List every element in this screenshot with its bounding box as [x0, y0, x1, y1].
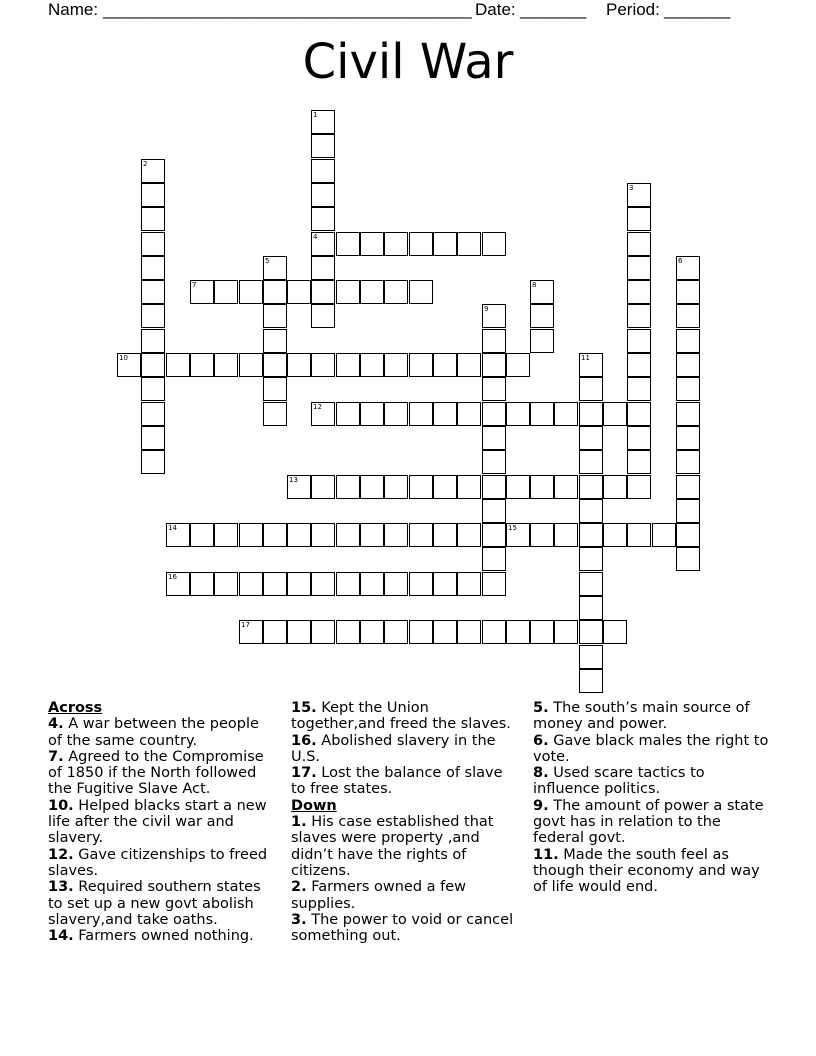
grid-cell[interactable]	[433, 475, 457, 499]
grid-cell[interactable]	[336, 572, 360, 596]
grid-cell[interactable]	[676, 280, 700, 304]
grid-cell[interactable]	[627, 207, 651, 231]
grid-cell[interactable]	[311, 207, 335, 231]
grid-cell[interactable]	[530, 475, 554, 499]
clue-number: 14	[168, 524, 177, 532]
clue-text: Required southern states to set up a new govt abolish slavery,and take oaths.	[48, 879, 261, 928]
clue-number: 16.	[291, 732, 317, 749]
grid-cell[interactable]	[336, 523, 360, 547]
grid-cell[interactable]	[409, 402, 433, 426]
grid-cell[interactable]	[409, 572, 433, 596]
grid-cell[interactable]	[409, 620, 433, 644]
grid-cell[interactable]	[457, 620, 481, 644]
grid-cell[interactable]	[603, 402, 627, 426]
grid-cell[interactable]	[627, 256, 651, 280]
grid-cell[interactable]	[117, 353, 141, 377]
grid-cell[interactable]	[676, 475, 700, 499]
grid-cell[interactable]	[141, 304, 165, 328]
grid-cell[interactable]	[311, 183, 335, 207]
grid-cell[interactable]	[311, 256, 335, 280]
grid-cell[interactable]	[360, 402, 384, 426]
grid-cell[interactable]	[554, 523, 578, 547]
grid-cell[interactable]	[141, 207, 165, 231]
grid-cell[interactable]	[506, 353, 530, 377]
grid-cell[interactable]	[384, 280, 408, 304]
clue-text: The power to void or cancel something out.	[291, 911, 514, 945]
grid-cell[interactable]	[311, 402, 335, 426]
grid-cell[interactable]	[482, 523, 506, 547]
grid-cell[interactable]	[482, 499, 506, 523]
grid-cell[interactable]	[384, 402, 408, 426]
grid-cell[interactable]	[676, 304, 700, 328]
clue-text: Farmers owned nothing.	[73, 928, 254, 945]
grid-cell[interactable]	[384, 475, 408, 499]
grid-cell[interactable]	[627, 475, 651, 499]
grid-cell[interactable]	[166, 523, 190, 547]
clues-column-3	[533, 700, 771, 896]
grid-cell[interactable]	[530, 402, 554, 426]
clue-number: 3	[629, 184, 634, 192]
grid-cell[interactable]	[336, 353, 360, 377]
grid-cell[interactable]	[214, 280, 238, 304]
grid-cell[interactable]	[384, 353, 408, 377]
grid-cell[interactable]	[554, 402, 578, 426]
grid-cell[interactable]	[530, 304, 554, 328]
grid-cell[interactable]	[676, 402, 700, 426]
grid-cell[interactable]	[554, 475, 578, 499]
grid-cell[interactable]	[409, 232, 433, 256]
across-heading: Across	[48, 700, 103, 716]
grid-cell[interactable]	[676, 523, 700, 547]
grid-cell[interactable]	[141, 159, 165, 183]
grid-cell[interactable]	[141, 426, 165, 450]
clues-column-2	[291, 700, 519, 944]
clue-number: 6	[678, 257, 683, 265]
grid-cell[interactable]	[384, 232, 408, 256]
grid-cell[interactable]	[409, 280, 433, 304]
clue-number: 1	[313, 111, 318, 119]
grid-cell[interactable]	[579, 596, 603, 620]
grid-cell[interactable]	[627, 232, 651, 256]
grid-cell[interactable]	[311, 232, 335, 256]
grid-cell[interactable]	[579, 450, 603, 474]
grid-cell[interactable]	[676, 426, 700, 450]
grid-cell[interactable]	[676, 499, 700, 523]
grid-cell[interactable]	[311, 304, 335, 328]
clue-number: 17	[241, 621, 250, 629]
grid-cell[interactable]	[409, 475, 433, 499]
grid-cell[interactable]	[433, 572, 457, 596]
grid-cell[interactable]	[579, 499, 603, 523]
grid-cell[interactable]	[457, 353, 481, 377]
down-heading: Down	[291, 797, 337, 814]
grid-cell[interactable]	[603, 523, 627, 547]
grid-cell[interactable]	[579, 353, 603, 377]
clue-number: 4.	[48, 716, 64, 733]
clue-number: 15	[508, 524, 517, 532]
grid-cell[interactable]	[627, 402, 651, 426]
down-clue	[291, 814, 519, 879]
grid-cell[interactable]	[141, 402, 165, 426]
clue-text: The south’s main source of money and power.	[533, 700, 750, 733]
grid-cell[interactable]	[287, 572, 311, 596]
clue-number: 10.	[48, 797, 74, 814]
grid-cell[interactable]	[482, 232, 506, 256]
clue-number: 6.	[533, 732, 549, 749]
grid-cell[interactable]	[239, 280, 263, 304]
across-clue	[48, 749, 276, 798]
down-clue	[291, 879, 519, 912]
clue-text: Gave citizenships to freed slaves.	[48, 846, 268, 879]
grid-cell[interactable]	[311, 523, 335, 547]
clue-number: 15.	[291, 700, 317, 716]
grid-cell[interactable]	[384, 523, 408, 547]
grid-cell[interactable]	[141, 353, 165, 377]
grid-cell[interactable]	[627, 426, 651, 450]
grid-cell[interactable]	[433, 523, 457, 547]
grid-cell[interactable]	[360, 572, 384, 596]
grid-cell[interactable]	[627, 377, 651, 401]
grid-cell[interactable]	[287, 280, 311, 304]
grid-cell[interactable]	[579, 402, 603, 426]
clue-text: Kept the Union together,and freed the slaves.	[291, 700, 511, 733]
grid-cell[interactable]	[579, 645, 603, 669]
grid-cell[interactable]	[141, 450, 165, 474]
down-clue	[533, 700, 771, 733]
grid-cell[interactable]	[482, 304, 506, 328]
grid-cell[interactable]	[287, 353, 311, 377]
grid-cell[interactable]	[239, 620, 263, 644]
clue-number: 14.	[48, 928, 74, 945]
clue-number: 11	[581, 354, 590, 362]
clue-text: Agreed to the Compromise of 1850 if the North followed the Fugitive Slave Act.	[48, 748, 264, 798]
grid-cell[interactable]	[239, 572, 263, 596]
grid-cell[interactable]	[336, 402, 360, 426]
date-line[interactable]: _______	[520, 0, 587, 19]
grid-cell[interactable]	[627, 280, 651, 304]
across-clue	[48, 928, 276, 944]
grid-cell[interactable]	[457, 402, 481, 426]
grid-cell[interactable]	[311, 110, 335, 134]
clue-number: 7.	[48, 748, 64, 765]
grid-cell[interactable]	[263, 280, 287, 304]
grid-cell[interactable]	[506, 523, 530, 547]
clue-text: Farmers owned a few supplies.	[291, 879, 467, 912]
grid-cell[interactable]	[482, 377, 506, 401]
grid-cell[interactable]	[627, 450, 651, 474]
grid-cell[interactable]	[433, 402, 457, 426]
grid-cell[interactable]	[141, 280, 165, 304]
grid-cell[interactable]	[263, 304, 287, 328]
grid-cell[interactable]	[263, 329, 287, 353]
clue-number: 7	[192, 281, 197, 289]
grid-cell[interactable]	[166, 572, 190, 596]
grid-cell[interactable]	[457, 572, 481, 596]
clue-number: 17.	[291, 765, 317, 782]
grid-cell[interactable]	[506, 620, 530, 644]
clue-number: 5.	[533, 700, 549, 716]
grid-cell[interactable]	[433, 353, 457, 377]
puzzle-title: Civil War	[302, 34, 514, 90]
grid-cell[interactable]	[141, 232, 165, 256]
grid-cell[interactable]	[336, 620, 360, 644]
grid-cell[interactable]	[384, 572, 408, 596]
clue-number: 13.	[48, 879, 74, 896]
clue-number: 4	[313, 233, 318, 241]
grid-cell[interactable]	[482, 450, 506, 474]
clue-text: Abolished slavery in the U.S.	[291, 732, 496, 765]
grid-cell[interactable]	[311, 620, 335, 644]
clue-number: 3.	[291, 911, 307, 928]
grid-cell[interactable]	[627, 329, 651, 353]
grid-cell[interactable]	[360, 232, 384, 256]
grid-cell[interactable]	[360, 620, 384, 644]
grid-cell[interactable]	[190, 280, 214, 304]
grid-cell[interactable]	[190, 353, 214, 377]
down-clue	[533, 733, 771, 766]
grid-cell[interactable]	[141, 329, 165, 353]
grid-cell[interactable]	[579, 572, 603, 596]
clue-number: 5	[265, 257, 270, 265]
grid-cell[interactable]	[263, 572, 287, 596]
grid-cell[interactable]	[676, 329, 700, 353]
grid-cell[interactable]	[311, 475, 335, 499]
grid-cell[interactable]	[579, 669, 603, 693]
grid-cell[interactable]	[360, 353, 384, 377]
grid-cell[interactable]	[214, 353, 238, 377]
grid-cell[interactable]	[263, 402, 287, 426]
grid-cell[interactable]	[603, 475, 627, 499]
grid-cell[interactable]	[214, 572, 238, 596]
grid-cell[interactable]	[482, 329, 506, 353]
grid-cell[interactable]	[141, 256, 165, 280]
grid-cell[interactable]	[530, 523, 554, 547]
grid-cell[interactable]	[214, 523, 238, 547]
grid-cell[interactable]	[482, 353, 506, 377]
grid-cell[interactable]	[433, 620, 457, 644]
across-clue	[48, 847, 276, 880]
down-clue	[533, 798, 771, 847]
name-label: Name:	[48, 0, 99, 19]
clue-number: 2	[143, 160, 148, 168]
grid-cell[interactable]	[603, 620, 627, 644]
grid-cell[interactable]	[506, 475, 530, 499]
grid-cell[interactable]	[482, 572, 506, 596]
grid-cell[interactable]	[263, 523, 287, 547]
grid-cell[interactable]	[311, 353, 335, 377]
grid-cell[interactable]	[190, 572, 214, 596]
grid-cell[interactable]	[579, 475, 603, 499]
grid-cell[interactable]	[166, 353, 190, 377]
clue-number: 11.	[533, 846, 559, 863]
grid-cell[interactable]	[433, 232, 457, 256]
across-clue	[48, 879, 276, 928]
grid-cell[interactable]	[141, 377, 165, 401]
grid-cell[interactable]	[482, 402, 506, 426]
clue-text: Made the south feel as though their economy and way of life would end.	[533, 846, 760, 896]
clue-number: 9.	[533, 797, 549, 814]
grid-cell[interactable]	[263, 620, 287, 644]
clue-number: 16	[168, 573, 177, 581]
grid-cell[interactable]	[239, 523, 263, 547]
grid-cell[interactable]	[263, 377, 287, 401]
grid-cell[interactable]	[676, 547, 700, 571]
grid-cell[interactable]	[554, 620, 578, 644]
down-clue	[291, 912, 519, 945]
grid-cell[interactable]	[676, 353, 700, 377]
across-clue	[48, 798, 276, 847]
date-label: Date:	[475, 0, 516, 19]
clue-number: 10	[119, 354, 128, 362]
clue-number: 1.	[291, 814, 307, 831]
clue-text: Gave black males the right to vote.	[533, 732, 769, 765]
clue-number: 8	[532, 281, 537, 289]
period-line[interactable]: _______	[664, 0, 731, 19]
clue-number: 9	[484, 305, 489, 313]
grid-cell[interactable]	[457, 523, 481, 547]
grid-cell[interactable]	[311, 159, 335, 183]
grid-cell[interactable]	[263, 353, 287, 377]
clue-text: The amount of power a state govt has in relation to the federal govt.	[533, 797, 764, 847]
grid-cell[interactable]	[239, 353, 263, 377]
grid-cell[interactable]	[457, 232, 481, 256]
across-clue	[291, 765, 519, 798]
grid-cell[interactable]	[652, 523, 676, 547]
clue-text: His case established that slaves were property ,and didn’t have the rights of citizens.	[291, 814, 494, 879]
grid-cell[interactable]	[287, 523, 311, 547]
grid-cell[interactable]	[627, 523, 651, 547]
grid-cell[interactable]	[530, 280, 554, 304]
grid-cell[interactable]	[287, 475, 311, 499]
grid-cell[interactable]	[311, 572, 335, 596]
clue-number: 13	[289, 476, 298, 484]
grid-cell[interactable]	[579, 426, 603, 450]
grid-cell[interactable]	[287, 620, 311, 644]
grid-cell[interactable]	[409, 353, 433, 377]
name-line[interactable]: _______________________________________	[103, 0, 472, 19]
clue-number: 8.	[533, 765, 549, 782]
grid-cell[interactable]	[457, 475, 481, 499]
grid-cell[interactable]	[360, 280, 384, 304]
grid-cell[interactable]	[263, 256, 287, 280]
grid-cell[interactable]	[409, 523, 433, 547]
grid-cell[interactable]	[482, 475, 506, 499]
grid-cell[interactable]	[530, 620, 554, 644]
clue-number: 12.	[48, 846, 74, 863]
across-clue	[48, 716, 276, 749]
grid-cell[interactable]	[579, 547, 603, 571]
grid-cell[interactable]	[360, 475, 384, 499]
grid-cell[interactable]	[676, 450, 700, 474]
grid-cell[interactable]	[676, 377, 700, 401]
grid-cell[interactable]	[482, 426, 506, 450]
grid-cell[interactable]	[676, 256, 700, 280]
grid-cell[interactable]	[579, 377, 603, 401]
clue-text: Used scare tactics to influence politics.	[533, 765, 705, 798]
grid-cell[interactable]	[579, 523, 603, 547]
clue-text: A war between the people of the same country.	[48, 716, 259, 749]
grid-cell[interactable]	[360, 523, 384, 547]
grid-cell[interactable]	[311, 134, 335, 158]
clues-column-1	[48, 700, 276, 944]
grid-cell[interactable]	[506, 402, 530, 426]
grid-cell[interactable]	[482, 620, 506, 644]
grid-cell[interactable]	[627, 183, 651, 207]
down-clue	[533, 765, 771, 798]
down-clue	[533, 847, 771, 896]
clue-text: Lost the balance of slave to free states.	[291, 765, 503, 798]
grid-cell[interactable]	[579, 620, 603, 644]
grid-cell[interactable]	[190, 523, 214, 547]
grid-cell[interactable]	[141, 183, 165, 207]
grid-cell[interactable]	[311, 280, 335, 304]
grid-cell[interactable]	[627, 353, 651, 377]
grid-cell[interactable]	[530, 329, 554, 353]
grid-cell[interactable]	[336, 232, 360, 256]
grid-cell[interactable]	[384, 620, 408, 644]
grid-cell[interactable]	[627, 304, 651, 328]
clue-text: Helped blacks start a new life after the civil war and slavery.	[48, 797, 267, 847]
grid-cell[interactable]	[336, 280, 360, 304]
period-label: Period:	[606, 0, 660, 19]
clue-number: 2.	[291, 879, 307, 896]
grid-cell[interactable]	[336, 475, 360, 499]
across-clue	[291, 700, 519, 733]
grid-cell[interactable]	[482, 547, 506, 571]
across-clue	[291, 733, 519, 766]
clue-number: 12	[313, 403, 322, 411]
